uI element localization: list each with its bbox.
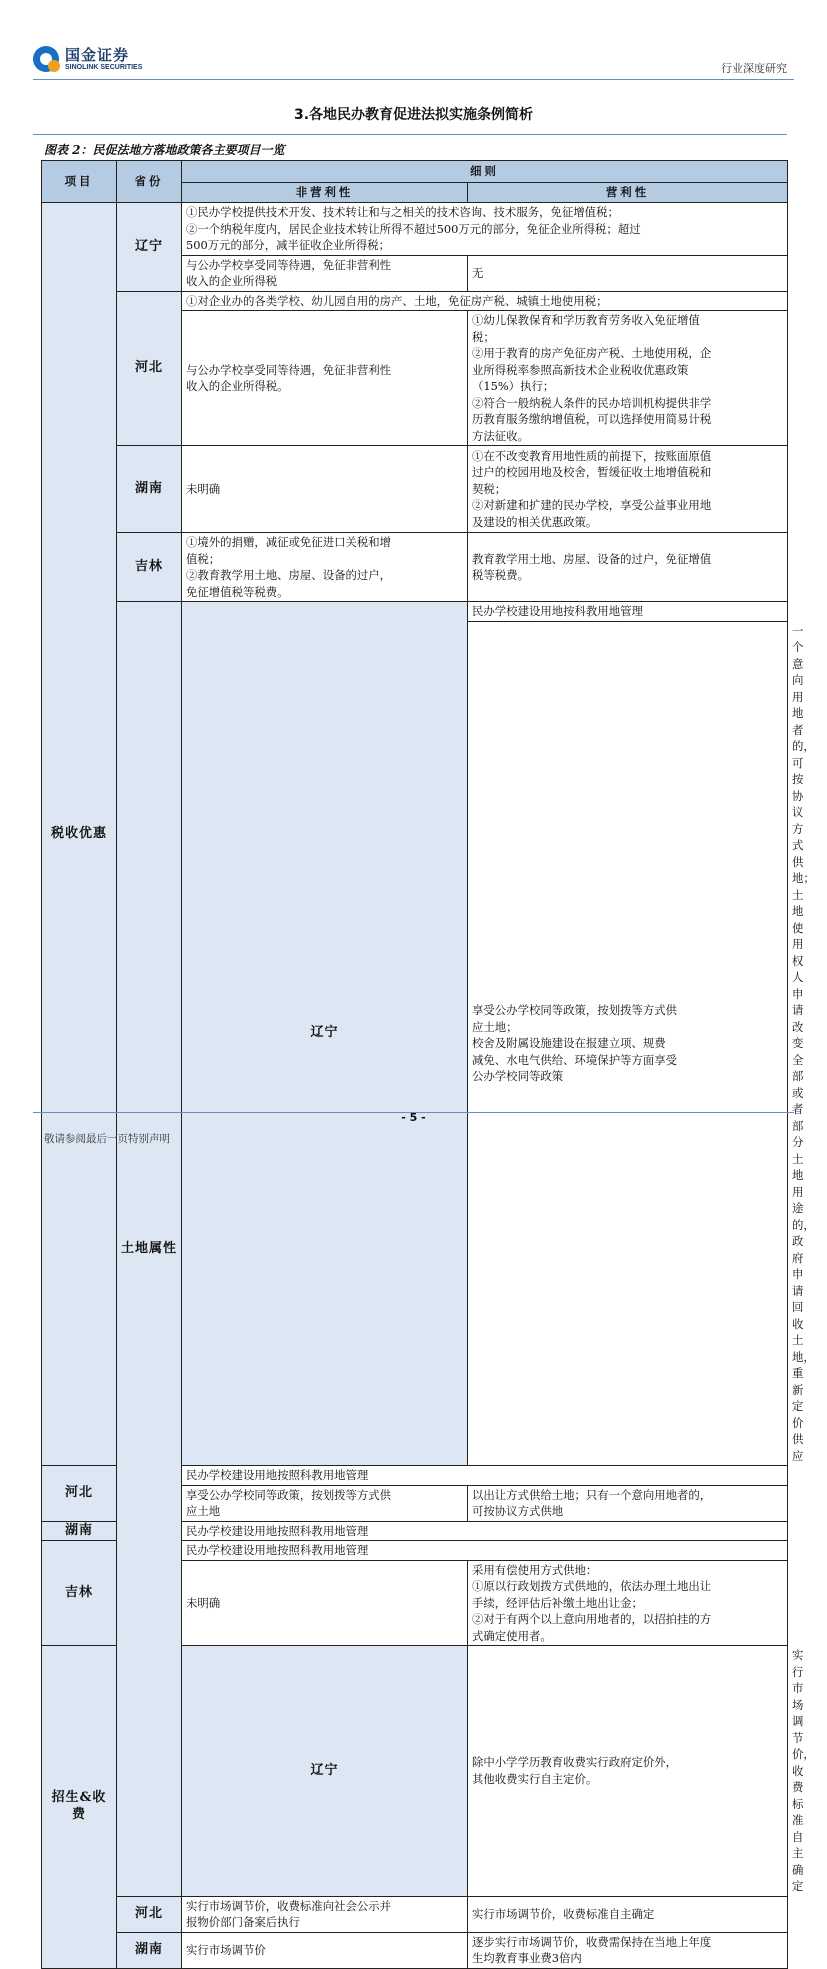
tax-liaoning-shared: ①民办学校提供技术开发、技术转让和与之相关的技术咨询、技术服务，免征增值税； ②一个纳税年度内，居民企业技术转让所得不超过500万元的部分，免征企业所得税；超过 500万元的部分，减半征收企业所得税； [182, 203, 788, 256]
fee-liaoning-nonprofit: 除中小学学历教育收费实行政府定价外， 其他收费实行自主定价。 [468, 1646, 788, 1897]
section-title: 3.各地民办教育促进法拟实施条例简析 [293, 107, 534, 123]
land-liaoning-shared: 民办学校建设用地按科教用地管理 [468, 602, 788, 622]
land-jilin-nonprofit: 未明确 [182, 1560, 468, 1646]
province-hunan-fee: 湖南 [117, 1932, 182, 1968]
province-jilin: 吉林 [117, 533, 182, 602]
province-hunan: 湖南 [117, 446, 182, 533]
category-land: 土地属性 [117, 602, 182, 1897]
province-hebei-fee: 河北 [117, 1896, 182, 1932]
province-jilin-land: 吉林 [42, 1541, 117, 1646]
fee-hunan-nonprofit: 实行市场调节价 [182, 1932, 468, 1968]
header-divider [33, 79, 794, 80]
tax-liaoning-nonprofit: 与公办学校享受同等待遇，免征非营利性 收入的企业所得税 [182, 255, 468, 291]
province-hunan-land: 湖南 [42, 1521, 117, 1541]
tax-hebei-shared: ①对企业办的各类学校、幼儿园自用的房产、土地，免征房产税、城镇土地使用税； [182, 291, 788, 311]
tax-jilin-profit: 教育教学用土地、房屋、设备的过户，免征增值 税等税费。 [468, 533, 788, 602]
header-detail: 细则 [182, 161, 788, 183]
land-jilin-profit: 采用有偿使用方式供地： ①原以行政划拨方式供地的，依法办理土地出让 手续，经评估后补缴土地出让金； ②对于有两个以上意向用地者的，以招拍挂的方 式确定使用者。 [468, 1560, 788, 1646]
province-hebei: 河北 [117, 291, 182, 446]
logo-icon [33, 46, 59, 72]
tax-hunan-nonprofit: 未明确 [182, 446, 468, 533]
disclaimer: 敬请参阅最后一页特别声明 [44, 1133, 170, 1145]
logo-en: SINOLINK SECURITIES [65, 63, 143, 71]
tax-hebei-profit: ①幼儿保教保育和学历教育劳务收入免征增值 税； ②用于教育的房产免征房产税、土地使用税，企 业所得税率参照高新技术企业税收优惠政策 （15%）执行； ②符合一般纳税人条件的民办培训机构提供非学 历教育服务缴纳增值税，可以选择使用简易计税 方法征收。 [468, 311, 788, 446]
figure-title: 图表 2：民促法地方落地政策各主要项目一览 [44, 143, 285, 157]
province-liaoning: 辽宁 [117, 203, 182, 292]
policy-table: 项目 省份 细则 非营利性 营利性 税收优惠 辽宁 ①民办学校提供技术开发、技术转让和与之相关的技术咨询、技术服务，免征增值税； ②一个纳税年度内，居民企业技术转让所得不超过500万元的部分，免征企业所得税；超过 500万元的部分，减半征收企业所得税； 与公办学校享受同等待遇，免征非营利性 收入的企业所得税 无 河北 ①对企业办的各类学校、幼儿园自用的房产、土地，免征房产税、城镇土地使用税； 与公办学校享受同等待遇，免征非营利性 收入的企业所得税。 ①幼儿保教保育和学历教育劳务收入免征增值 税； ②用于教育的房产免征房产税、土地使用税，企 业所得税率参照高新技术企业税收优惠政策 （15%）执行； ②符合一般纳税人条件的民办培训机构提供非学 历教育服务缴纳增值税，可以选择使用简易计税 方法征收。 湖南 未明确 ①在不改变教育用地性质的前提下，按账面原值 过户的校园用地及校舍，暂缓征收土地增值税和 契税； ②对新建和扩建的民办学校，享受公益事业用地 及建设的相关优惠政策。 吉林 ①境外的捐赠，减征或免征进口关税和增 值税； ②教育教学用土地、房屋、设备的过户， 免征增值税等税费。 教育教学用土地、房屋、设备的过户，免征增值 税等税费。 土地属性 辽宁 民办学校建设用地按科教用地管理 享受公办学校同等政策，按划拨等方式供 应土地； 校舍及附属设施建设在报建立项、规费 减免、水电气供给、环境保护等方面享受 公办学校同等政策 一个意向用地者的，可按协议方式供地； 土地使用权人申请改变全部或者部分土地用途 的，政府申请回收土地，重新定价供应 河北 民办学校建设用地按照科教用地管理 享受公办学校同等政策，按划拨等方式供 应土地 以出让方式供给土地；只有一个意向用地者的， 可按协议方式供地 湖南 民办学校建设用地按照科教用地管理 吉林 民办学校建设用地按照科教用地管理 未明确 采用有偿使用方式供地： ①原以行政划拨方式供地的，依法办理土地出让 手续，经评估后补缴土地出让金； ②对于有两个以上意向用地者的，以招拍挂的方 式确定使用者。 招生&收费 辽宁 除中小学学历教育收费实行政府定价外， 其他收费实行自主定价。 实行市场调节价，收费标准自主确定 河北 实行市场调节价，收费标准向社会公示并 报物价部门备案后执行 实行市场调节价，收费标准自主确定 湖南 实行市场调节价 逐步实行市场调节价，收费需保持在当地上年度 生均教育事业费3倍内 [41, 160, 788, 1969]
header-profit: 营利性 [468, 183, 788, 203]
land-jilin-shared: 民办学校建设用地按照科教用地管理 [182, 1541, 788, 1561]
fee-hebei-profit: 实行市场调节价，收费标准自主确定 [468, 1896, 788, 1932]
header-province: 省份 [117, 161, 182, 203]
logo-cn: 国金证券 [65, 45, 130, 64]
report-type: 行业深度研究 [721, 62, 787, 75]
tax-jilin-nonprofit: ①境外的捐赠，减征或免征进口关税和增 值税； ②教育教学用土地、房屋、设备的过户， 免征增值税等税费。 [182, 533, 468, 602]
header-nonprofit: 非营利性 [182, 183, 468, 203]
land-hunan-shared: 民办学校建设用地按照科教用地管理 [182, 1521, 788, 1541]
tax-hunan-profit: ①在不改变教育用地性质的前提下，按账面原值 过户的校园用地及校舍，暂缓征收土地增值税和 契税； ②对新建和扩建的民办学校，享受公益事业用地 及建设的相关优惠政策。 [468, 446, 788, 533]
category-fee: 招生&收费 [42, 1646, 117, 1969]
company-logo [33, 46, 142, 72]
fee-hebei-nonprofit: 实行市场调节价，收费标准向社会公示并 报物价部门备案后执行 [182, 1896, 468, 1932]
fee-hunan-profit: 逐步实行市场调节价，收费需保持在当地上年度 生均教育事业费3倍内 [468, 1932, 788, 1968]
header-item: 项目 [42, 161, 117, 203]
land-hebei-nonprofit: 享受公办学校同等政策，按划拨等方式供 应土地 [182, 1485, 468, 1521]
province-liaoning-fee: 辽宁 [182, 1646, 468, 1897]
page-number: - 5 - [401, 1111, 426, 1124]
section-divider [33, 134, 787, 135]
province-hebei-land: 河北 [42, 1466, 117, 1522]
province-liaoning-land: 辽宁 [182, 602, 468, 1466]
tax-hebei-nonprofit: 与公办学校享受同等待遇，免征非营利性 收入的企业所得税。 [182, 311, 468, 446]
tax-liaoning-profit: 无 [468, 255, 788, 291]
land-hebei-profit: 以出让方式供给土地；只有一个意向用地者的， 可按协议方式供地 [468, 1485, 788, 1521]
land-hebei-shared: 民办学校建设用地按照科教用地管理 [182, 1466, 788, 1486]
category-tax: 税收优惠 [42, 203, 117, 1466]
land-liaoning-nonprofit: 享受公办学校同等政策，按划拨等方式供 应土地； 校舍及附属设施建设在报建立项、规费 减免、水电气供给、环境保护等方面享受 公办学校同等政策 [468, 621, 788, 1466]
